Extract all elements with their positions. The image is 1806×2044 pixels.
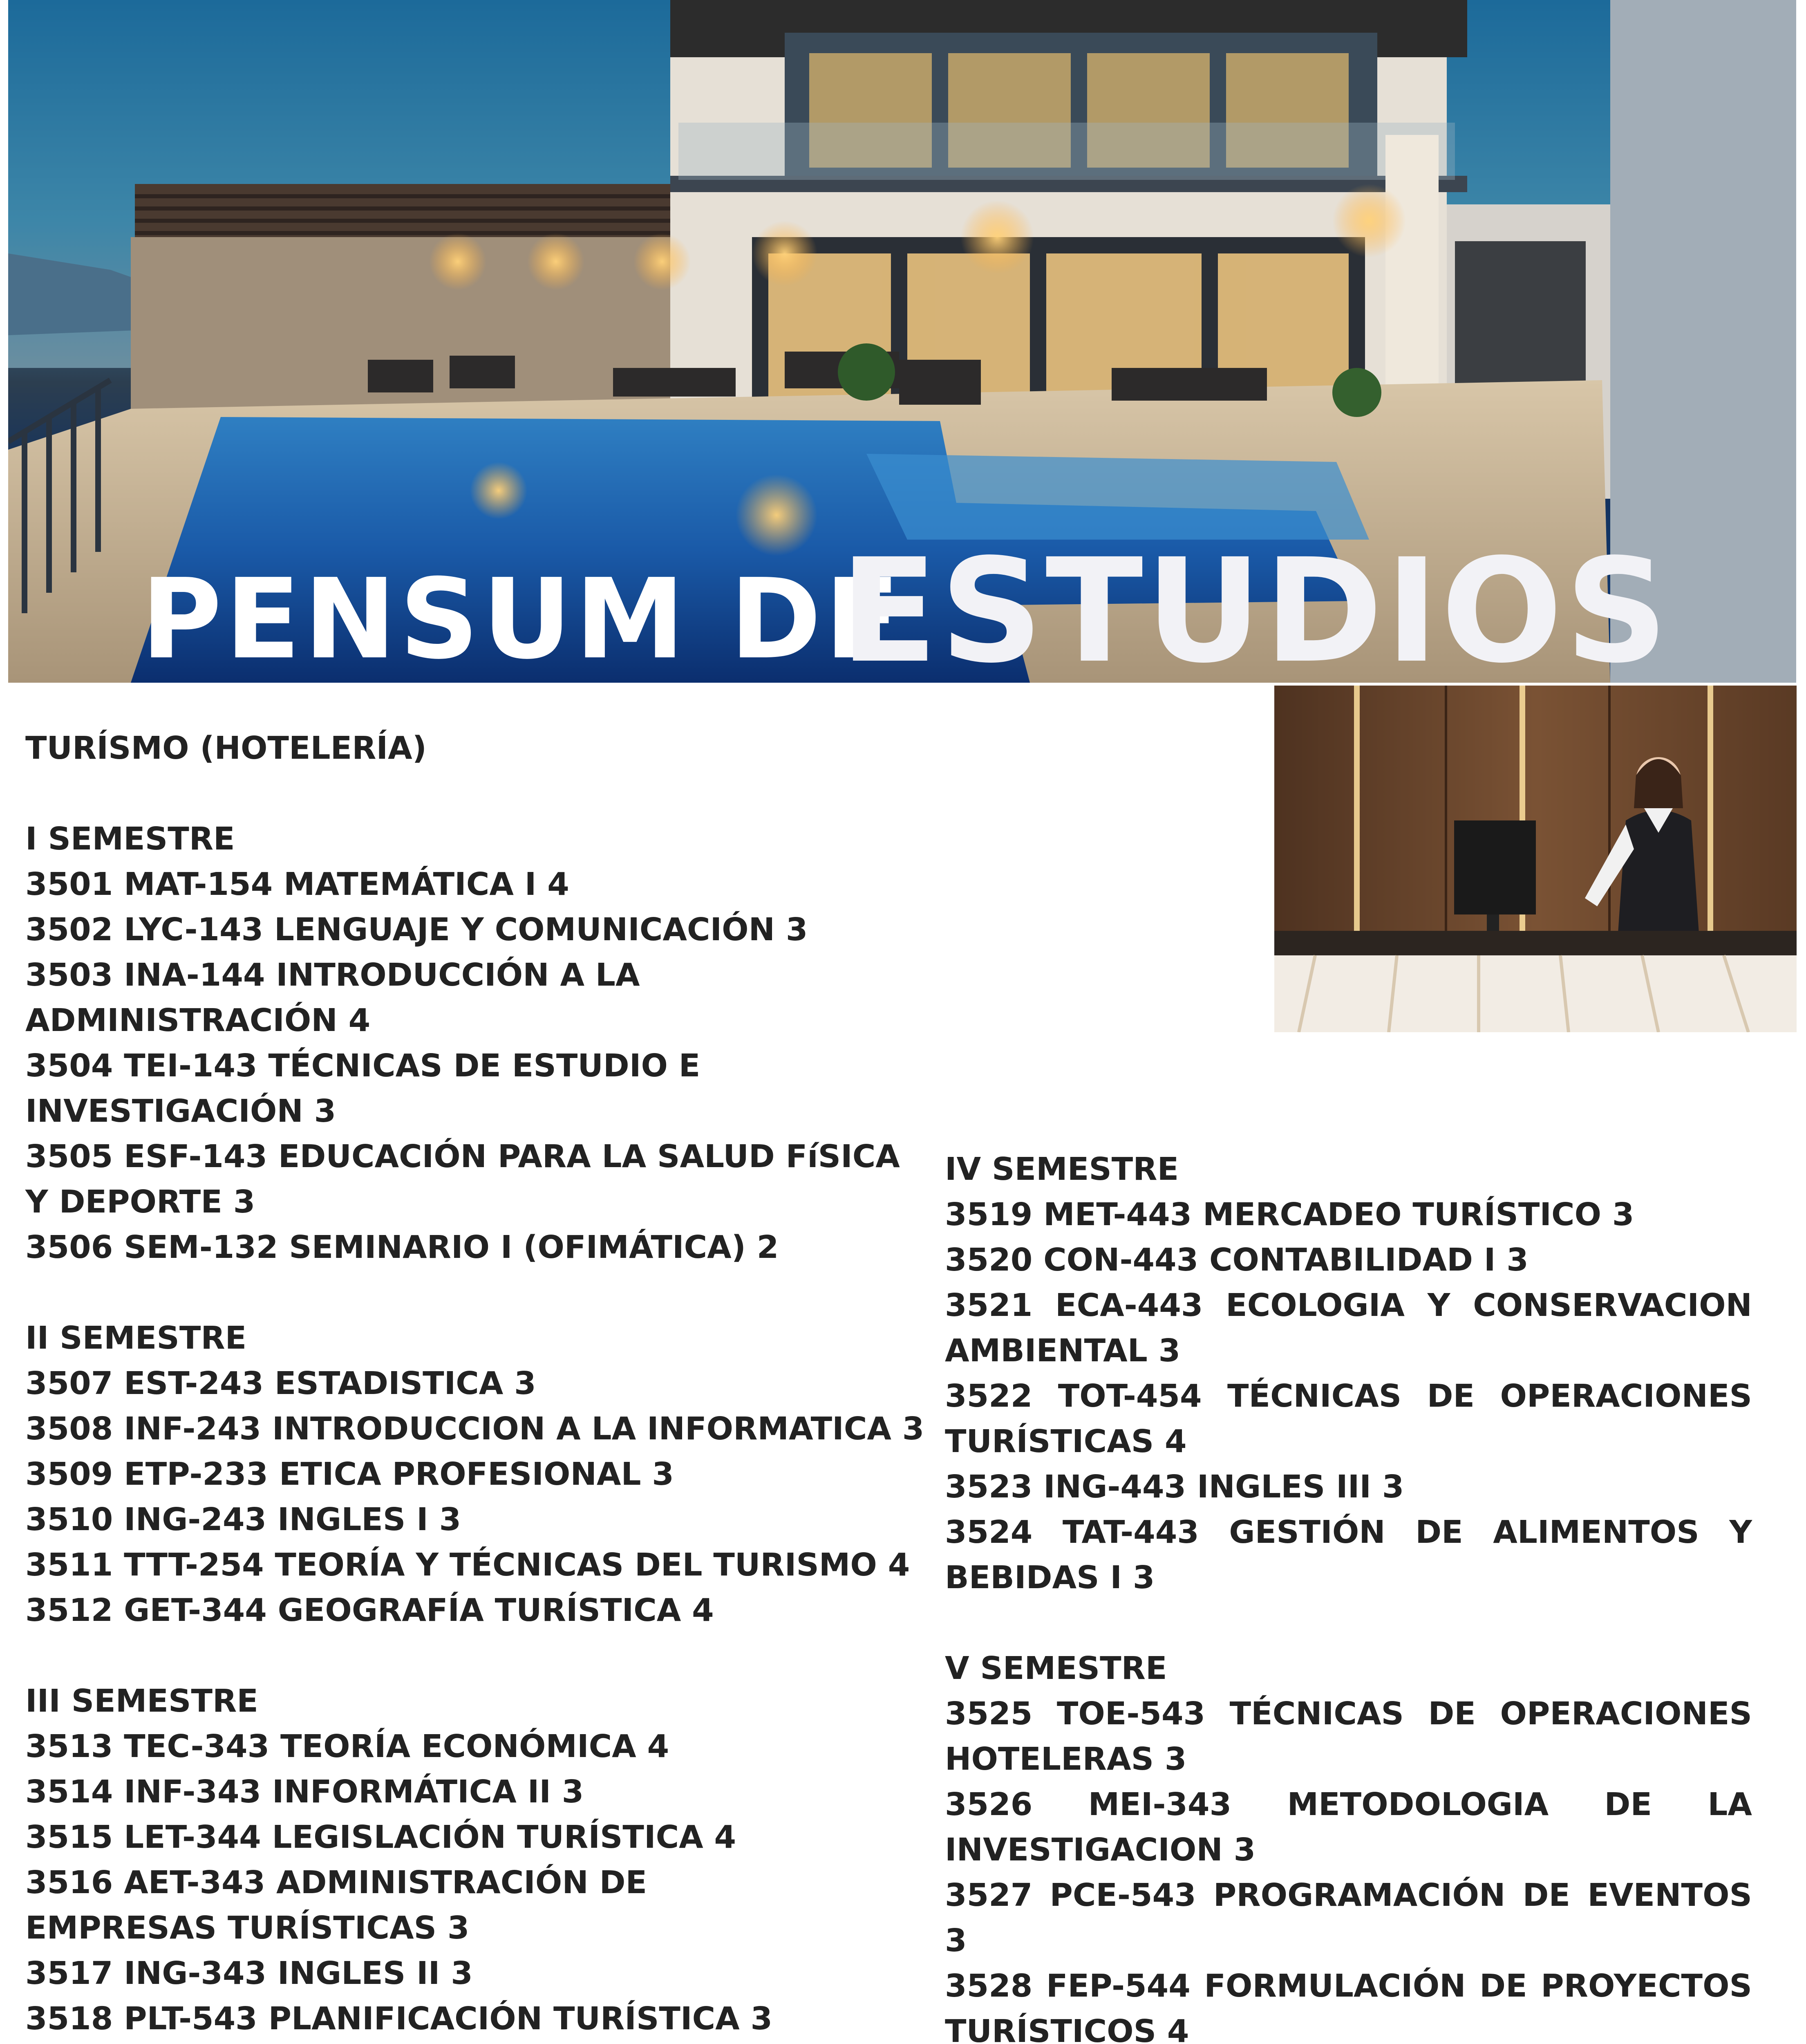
- course-item: 3527 PCE-543 PROGRAMACIÓN DE EVENTOS 3: [945, 1877, 1752, 1959]
- course-item: 3517 ING-343 INGLES II 3: [25, 1955, 473, 1992]
- semester-title: III SEMESTRE: [25, 1683, 258, 1719]
- course-item: 3524 TAT-443 GESTIÓN DE ALIMENTOS Y BEBIDAS I 3: [945, 1514, 1752, 1596]
- course-item: 3522 TOT-454 TÉCNICAS DE OPERACIONES TURÍSTICAS 4: [945, 1378, 1752, 1460]
- course-item: 3516 AET-343 ADMINISTRACIÓN DE EMPRESAS TURÍSTICAS 3: [25, 1865, 647, 1946]
- course-item: 3502 LYC-143 LENGUAJE Y COMUNICACIÓN 3: [25, 912, 808, 948]
- hero-title: [8, 0, 1796, 683]
- course-item: 3508 INF-243 INTRODUCCION A LA INFORMATICA 3: [25, 1411, 924, 1447]
- curriculum-left-column: [25, 726, 965, 2042]
- course-item: 3525 TOE-543 TÉCNICAS DE OPERACIONES HOTELERAS 3: [945, 1696, 1752, 1777]
- course-item: 3521 ECA-443 ECOLOGIA Y CONSERVACION AMBIENTAL 3: [945, 1287, 1752, 1369]
- course-item: 3507 EST-243 ESTADISTICA 3: [25, 1365, 536, 1402]
- reception-photo: [1274, 686, 1797, 1032]
- course-item: 3523 ING-443 INGLES III 3: [945, 1469, 1404, 1505]
- course-item: 3510 ING-243 INGLES I 3: [25, 1502, 461, 1538]
- program-title: TURÍSMO (HOTELERÍA): [25, 730, 427, 766]
- course-item: 3505 ESF-143 EDUCACIÓN PARA LA SALUD FíSICA Y DEPORTE 3: [25, 1139, 900, 1220]
- semester-title: IV SEMESTRE: [945, 1151, 1179, 1188]
- course-item: 3512 GET-344 GEOGRAFÍA TURÍSTICA 4: [25, 1592, 714, 1629]
- semester-title: I SEMESTRE: [25, 821, 235, 857]
- curriculum-right-column: [945, 1147, 1752, 2044]
- course-item: 3501 MAT-154 MATEMÁTICA I 4: [25, 866, 569, 903]
- course-item: 3514 INF-343 INFORMÁTICA II 3: [25, 1774, 584, 1810]
- course-item: 3511 TTT-254 TEORÍA Y TÉCNICAS DEL TURISMO 4: [25, 1547, 910, 1583]
- semester-title: V SEMESTRE: [945, 1650, 1167, 1687]
- title-part-2: ESTUDIOS: [840, 528, 1671, 683]
- course-item: 3506 SEM-132 SEMINARIO I (OFIMÁTICA) 2: [25, 1229, 779, 1266]
- course-item: 3503 INA-144 INTRODUCCIÓN A LA ADMINISTRACIÓN 4: [25, 957, 640, 1039]
- course-item: 3526 MEI-343 METODOLOGIA DE LA INVESTIGACION 3: [945, 1786, 1752, 1868]
- receptionist-image: [1274, 686, 1797, 1032]
- course-item: 3519 MET-443 MERCADEO TURÍSTICO 3: [945, 1197, 1634, 1233]
- semester-title: II SEMESTRE: [25, 1320, 247, 1356]
- course-item: 3518 PLT-543 PLANIFICACIÓN TURÍSTICA 3: [25, 2001, 773, 2037]
- course-item: 3515 LET-344 LEGISLACIÓN TURÍSTICA 4: [25, 1819, 736, 1856]
- course-item: 3520 CON-443 CONTABILIDAD I 3: [945, 1242, 1528, 1278]
- hero-banner: [8, 0, 1796, 683]
- title-part-1: PENSUM DE: [141, 555, 904, 683]
- course-item: 3509 ETP-233 ETICA PROFESIONAL 3: [25, 1456, 674, 1493]
- course-item: 3513 TEC-343 TEORÍA ECONÓMICA 4: [25, 1728, 669, 1765]
- course-item: 3504 TEI-143 TÉCNICAS DE ESTUDIO E INVESTIGACIÓN 3: [25, 1048, 700, 1130]
- course-item: 3528 FEP-544 FORMULACIÓN DE PROYECTOS TURÍSTICOS 4: [945, 1968, 1752, 2044]
